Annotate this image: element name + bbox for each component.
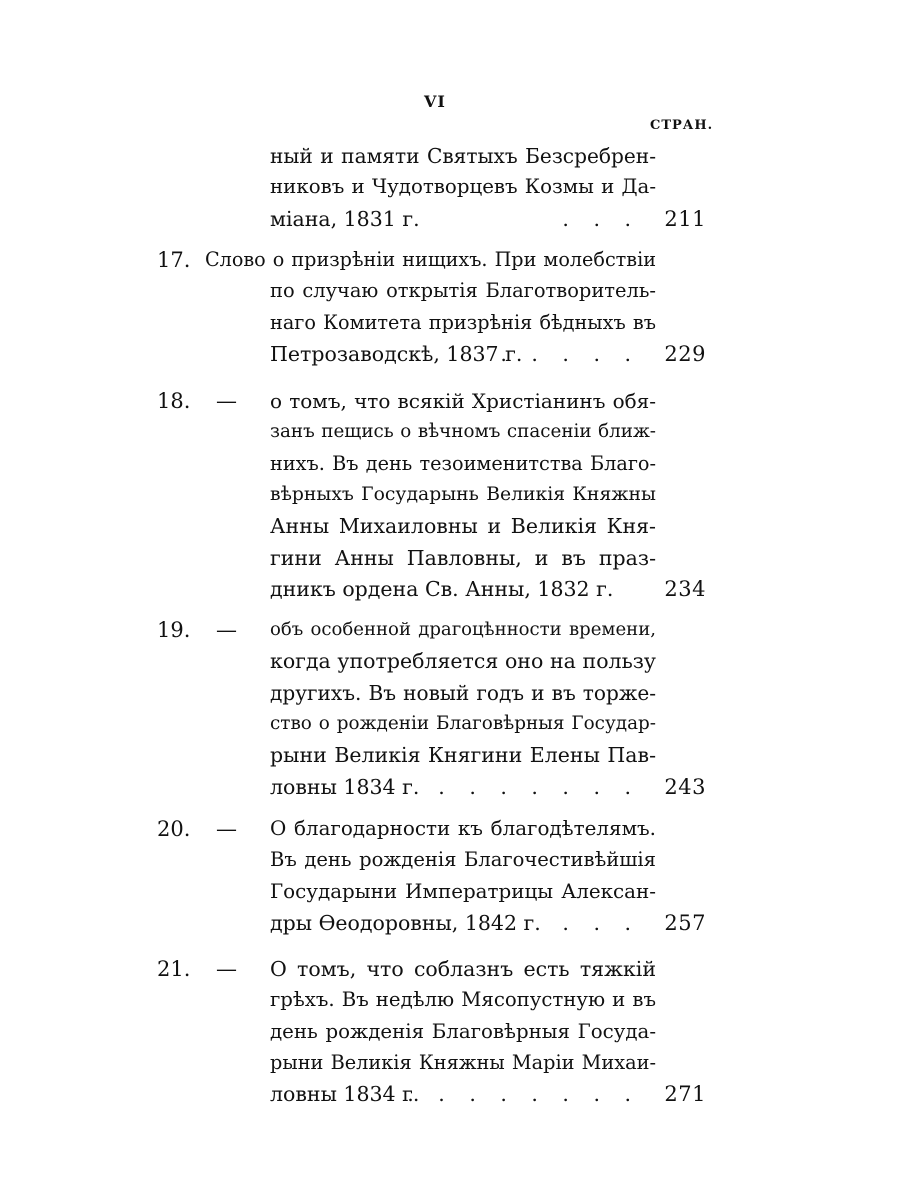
entry-line bbox=[270, 141, 656, 171]
entry-line-text: О благодарности къ благодѣтелямъ. bbox=[270, 817, 656, 840]
toc-entry[interactable] bbox=[0, 954, 900, 1111]
entry-line-text: ловны 1834 г. bbox=[270, 774, 420, 799]
entry-line bbox=[270, 615, 656, 645]
entry-line-text: объ особенной драгоцѣнности времени, bbox=[270, 619, 656, 640]
entry-line bbox=[270, 417, 656, 447]
entry-dash: — bbox=[216, 389, 237, 413]
toc-entry[interactable] bbox=[0, 615, 900, 803]
page-reference: 257 bbox=[664, 910, 706, 935]
entry-line-text: Государыни Императрицы Алексан- bbox=[270, 879, 656, 903]
entry-line-text: вѣрныхъ Государынь Великія Княжны bbox=[270, 483, 656, 505]
entry-line bbox=[270, 845, 656, 875]
entry-line-text: рыни Великія Княжны Маріи Михаи- bbox=[270, 1050, 656, 1074]
toc-entry[interactable] bbox=[0, 245, 900, 370]
entry-line bbox=[270, 954, 656, 984]
page-reference: 243 bbox=[664, 774, 706, 799]
entry-line-text: дникъ ордена Св. Анны, 1832 г. bbox=[270, 576, 614, 601]
entry-line bbox=[270, 543, 656, 573]
dot-leader: . . . . . . . bbox=[438, 774, 640, 799]
entry-line bbox=[270, 1017, 656, 1047]
entry-line bbox=[270, 1048, 656, 1078]
entry-line-text: міана, 1831 г. bbox=[270, 206, 420, 231]
entry-line-text: другихъ. Въ новый годъ и въ торже- bbox=[270, 680, 656, 705]
entry-line-text: Анны Михаиловны и Великія Кня- bbox=[270, 514, 656, 539]
toc-entry[interactable] bbox=[0, 141, 900, 235]
entry-line-text: о томъ, что всякій Христіанинъ обя- bbox=[270, 389, 656, 413]
entry-line-text: Петрозаводскѣ, 1837 г. bbox=[270, 341, 523, 366]
entry-line-text: рыни Великія Княгини Елены Пав- bbox=[270, 743, 656, 768]
page-reference: 234 bbox=[664, 576, 706, 601]
entry-dash: — bbox=[216, 817, 237, 841]
entry-line-text: Въ день рожденія Благочестивѣйшія bbox=[270, 848, 656, 872]
entry-line-text: день рожденія Благовѣрныя Госуда- bbox=[270, 1019, 656, 1043]
entry-line-text: дры Ѳеодоровны, 1842 г. bbox=[270, 910, 541, 935]
entry-line bbox=[270, 646, 656, 676]
toc-entry[interactable] bbox=[0, 814, 900, 939]
entry-number: 19. bbox=[157, 618, 191, 642]
entry-line bbox=[270, 276, 656, 306]
entry-line-text: грѣхъ. Въ недѣлю Мясопустную и въ bbox=[270, 988, 656, 1012]
entry-line bbox=[270, 449, 656, 479]
page-reference: 211 bbox=[664, 206, 706, 231]
dot-leader: . . . bbox=[562, 206, 640, 231]
entry-line-text: ловны 1834 г. bbox=[270, 1082, 420, 1107]
toc-entry[interactable] bbox=[0, 386, 900, 605]
entry-line-text: нихъ. Въ день тезоименитства Благо- bbox=[270, 451, 656, 475]
entry-line bbox=[270, 877, 656, 907]
entry-line-text: по случаю открытія Благотворитель- bbox=[270, 279, 656, 303]
dot-leader: . . . . . bbox=[500, 341, 640, 366]
entry-line-text: когда употребляется оно на пользу bbox=[270, 649, 656, 674]
entry-line bbox=[270, 172, 656, 202]
page-reference: 271 bbox=[664, 1082, 706, 1107]
entry-line-text: ство о рожденіи Благовѣрныя Государ- bbox=[270, 712, 656, 734]
entry-line bbox=[270, 574, 656, 604]
entry-line bbox=[270, 985, 656, 1015]
page-column-label: СТРАН. bbox=[650, 118, 714, 133]
entry-line bbox=[270, 386, 656, 416]
entry-number: 17. bbox=[157, 248, 191, 272]
entry-line-text: занъ пещись о вѣчномъ спасеніи ближ- bbox=[270, 421, 656, 443]
dot-leader: . . . bbox=[562, 910, 640, 935]
entry-line-text: наго Комитета призрѣнія бѣдныхъ въ bbox=[270, 310, 656, 334]
entry-line bbox=[270, 480, 656, 510]
entry-line bbox=[270, 740, 656, 770]
entry-number: 18. bbox=[157, 389, 191, 413]
entry-line-text: гини Анны Павловны, и въ праз- bbox=[270, 545, 656, 570]
entry-dash: — bbox=[216, 618, 237, 642]
dot-leader: . . . . . . . . bbox=[407, 1082, 640, 1107]
entry-line bbox=[270, 308, 656, 338]
page-reference: 229 bbox=[664, 341, 706, 366]
entry-number: 20. bbox=[157, 817, 191, 841]
entry-line-text: О томъ, что соблазнъ есть тяжкій bbox=[270, 957, 656, 981]
entry-line-text: никовъ и Чудотворцевъ Козмы и Да- bbox=[270, 175, 656, 199]
entry-line-text: Слово о призрѣніи нищихъ. При молебствіи bbox=[205, 248, 656, 271]
entry-number: 21. bbox=[157, 957, 191, 981]
entry-line bbox=[270, 709, 656, 739]
entry-line bbox=[205, 245, 656, 275]
entry-line bbox=[270, 678, 656, 708]
page-number: VI bbox=[424, 92, 446, 111]
entry-line bbox=[270, 511, 656, 541]
entry-dash: — bbox=[216, 957, 237, 981]
entry-line bbox=[270, 814, 656, 844]
entry-line-text: ный и памяти Святыхъ Безсребрен- bbox=[270, 144, 656, 168]
